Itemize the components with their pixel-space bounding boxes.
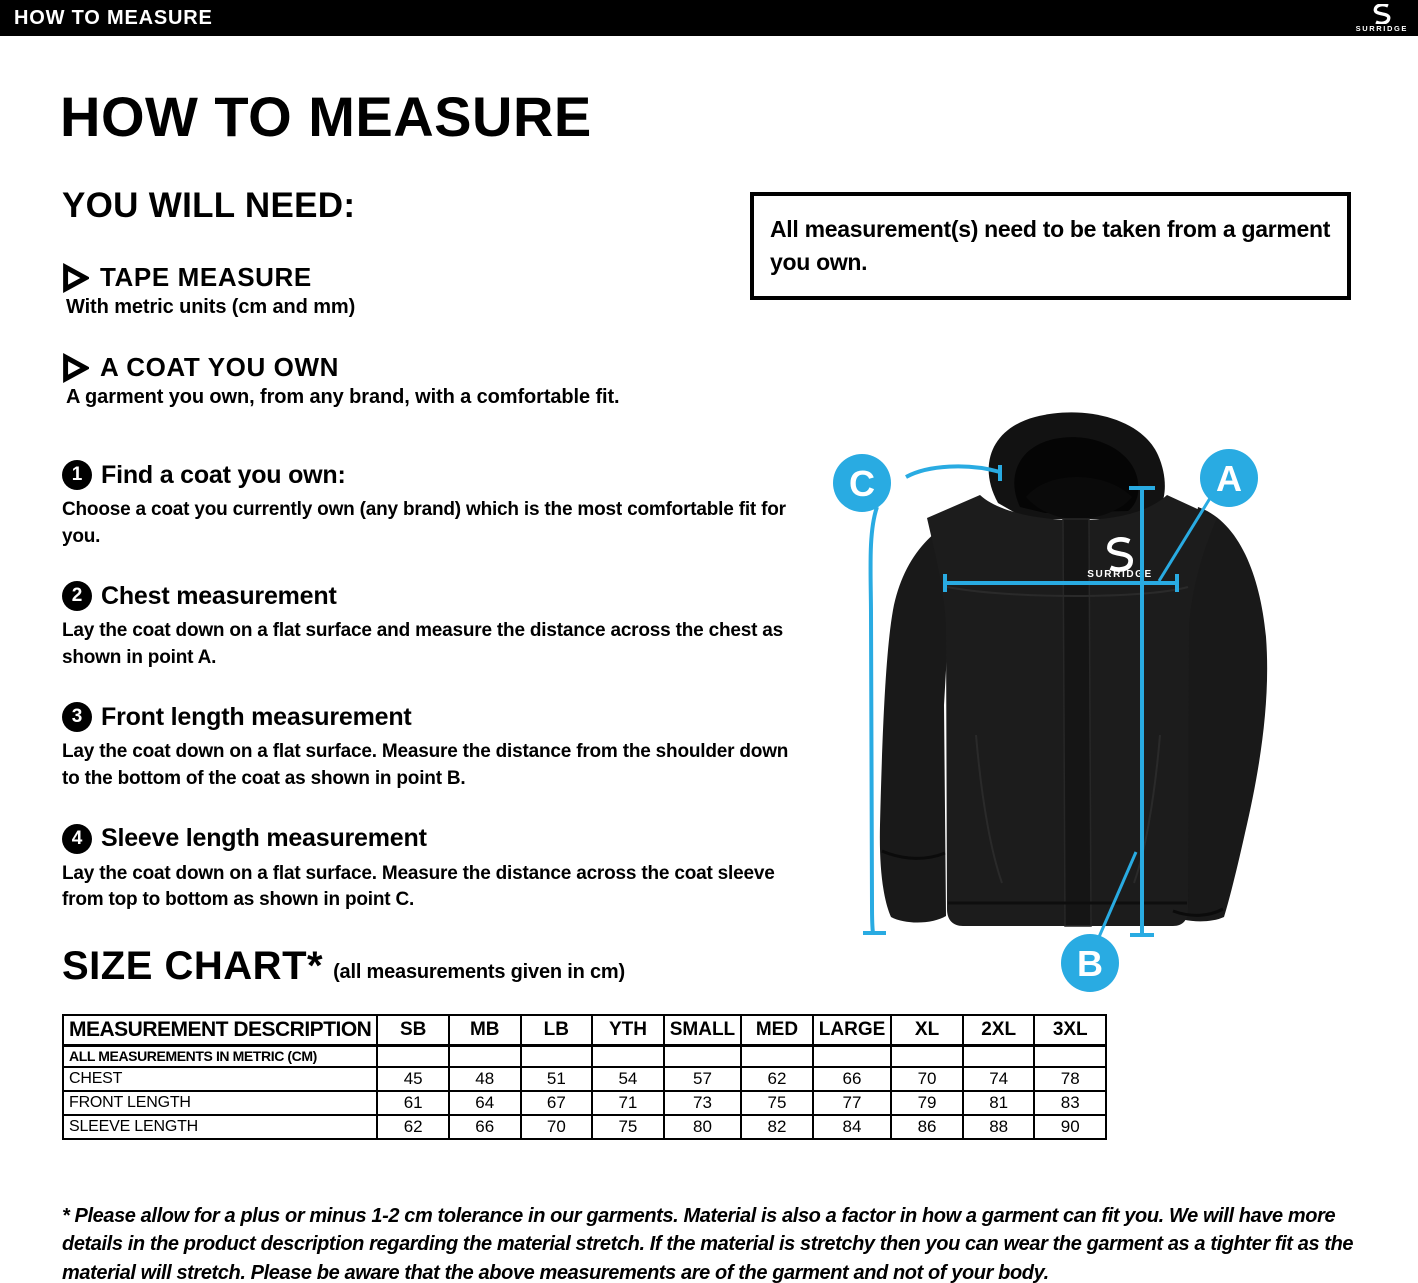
step-title: Find a coat you own: (101, 460, 346, 489)
need-item (62, 262, 742, 319)
top-bar-title: HOW TO MEASURE (14, 6, 213, 29)
measurement-value: 71 (592, 1091, 664, 1115)
need-item-header (62, 262, 742, 293)
label-a-letter: A (1216, 458, 1242, 499)
step-description: Choose a coat you currently own (any brand) which is the most comfortable fit for you. (62, 499, 786, 547)
top-bar (0, 0, 1418, 36)
measurement-value: 66 (813, 1067, 892, 1091)
step-description: Lay the coat down on a flat surface and measure the distance across the chest as shown in point A. (62, 620, 784, 668)
step-number-badge: 1 (62, 460, 92, 490)
measurement-value: 90 (1034, 1115, 1106, 1139)
measurement-value: 81 (963, 1091, 1035, 1115)
measurement-value: 88 (963, 1115, 1035, 1139)
jacket-diagram (830, 405, 1418, 1010)
step-title: Sleeve length measurement (101, 824, 427, 853)
size-chart-row (63, 1067, 1106, 1091)
sleeve-measure-curve-top (906, 466, 1000, 477)
empty-cell (521, 1045, 593, 1067)
size-column-header: MED (741, 1015, 813, 1045)
measurement-value: 70 (521, 1115, 593, 1139)
measurement-value: 48 (449, 1067, 521, 1091)
surridge-s-icon (1371, 4, 1393, 24)
metric-note-cell: ALL MEASUREMENTS IN METRIC (CM) (63, 1045, 377, 1067)
measurement-value: 77 (813, 1091, 892, 1115)
measurement-label: FRONT LENGTH (63, 1091, 377, 1115)
step-header (62, 702, 832, 732)
size-chart-section (62, 944, 1107, 1140)
surridge-logo-text: SURRIDGE (1355, 23, 1408, 33)
measuring-steps (62, 460, 832, 945)
need-item-header (62, 352, 742, 383)
need-item-label: A COAT YOU OWN (100, 352, 340, 382)
sleeve-measure-curve (871, 507, 877, 933)
measurement-value: 57 (664, 1067, 741, 1091)
label-b-letter: B (1077, 943, 1103, 984)
measurement-value: 79 (891, 1091, 963, 1115)
step-header (62, 581, 832, 611)
step-header (62, 460, 832, 490)
measurement-value: 66 (449, 1115, 521, 1139)
measurement-value: 62 (377, 1115, 449, 1139)
page-title: HOW TO MEASURE (60, 85, 592, 148)
step-description: Lay the coat down on a flat surface. Measure the distance across the coat sleeve from top to bottom as shown in point C. (62, 862, 775, 911)
step-title: Chest measurement (101, 581, 337, 610)
size-chart-table (62, 1014, 1107, 1140)
size-column-header: MEASUREMENT DESCRIPTION (63, 1015, 377, 1045)
empty-cell (592, 1045, 664, 1067)
empty-cell (664, 1045, 741, 1067)
notice-text: All measurement(s) need to be taken from a garment you own. (770, 216, 1331, 275)
size-chart-header-row (63, 1015, 1106, 1045)
size-chart-row (63, 1115, 1106, 1139)
step-title: Front length measurement (101, 702, 412, 731)
need-item-description: A garment you own, from any brand, with a comfortable fit. (66, 386, 620, 408)
measurement-value: 83 (1034, 1091, 1106, 1115)
measurement-value: 54 (592, 1067, 664, 1091)
step-item (62, 824, 832, 914)
empty-cell (1034, 1045, 1106, 1067)
empty-cell (377, 1045, 449, 1067)
jacket-logo-text: SURRIDGE (1087, 569, 1153, 580)
step-item (62, 581, 832, 671)
need-item-description: With metric units (cm and mm) (66, 296, 356, 318)
size-column-header: LARGE (813, 1015, 892, 1045)
you-will-need-section (62, 186, 742, 442)
empty-cell (449, 1045, 521, 1067)
empty-cell (891, 1045, 963, 1067)
measurement-value: 67 (521, 1091, 593, 1115)
label-c-letter: C (849, 463, 875, 504)
measurement-value: 64 (449, 1091, 521, 1115)
measurement-value: 82 (741, 1115, 813, 1139)
size-column-header: SMALL (664, 1015, 741, 1045)
notice-box (750, 192, 1351, 300)
measurement-value: 73 (664, 1091, 741, 1115)
measurement-value: 62 (741, 1067, 813, 1091)
empty-cell (813, 1045, 892, 1067)
measurement-label: CHEST (63, 1067, 377, 1091)
measurement-value: 80 (664, 1115, 741, 1139)
measurement-value: 61 (377, 1091, 449, 1115)
measurement-value: 51 (521, 1067, 593, 1091)
size-column-header: 2XL (963, 1015, 1035, 1045)
measurement-value: 75 (741, 1091, 813, 1115)
size-column-header: YTH (592, 1015, 664, 1045)
step-description: Lay the coat down on a flat surface. Measure the distance from the shoulder down to the bottom of the coat as shown in point B. (62, 741, 789, 789)
measurement-value: 74 (963, 1067, 1035, 1091)
empty-cell (741, 1045, 813, 1067)
step-item (62, 702, 832, 792)
step-header (62, 824, 832, 854)
step-number-badge: 2 (62, 581, 92, 611)
size-column-header: MB (449, 1015, 521, 1045)
size-column-header: LB (521, 1015, 593, 1045)
size-chart-row (63, 1091, 1106, 1115)
step-number-badge: 4 (62, 824, 92, 854)
size-chart-subheading: (all measurements given in cm) (333, 961, 625, 983)
arrow-icon (62, 353, 89, 383)
measurement-value: 75 (592, 1115, 664, 1139)
surridge-logo (1356, 4, 1408, 33)
jacket-diagram-svg (830, 405, 1418, 1010)
step-item (62, 460, 832, 550)
you-will-need-heading: YOU WILL NEED: (62, 186, 356, 225)
arrow-icon (62, 263, 89, 293)
size-chart-header (62, 944, 1107, 989)
size-column-header: XL (891, 1015, 963, 1045)
measurement-value: 78 (1034, 1067, 1106, 1091)
tolerance-footnote: * Please allow for a plus or minus 1-2 cm tolerance in our garments. Material is also a factor in how a garment can fit you. We will have more details in the product description regarding the material stretch. If the material is stretchy then you can wear the garment as a tighter fit as the material will stretch. Please be aware that the above measurements are of the garment and not of your body. (62, 1205, 1354, 1283)
measurement-label: SLEEVE LENGTH (63, 1115, 377, 1139)
step-number-badge: 3 (62, 702, 92, 732)
need-item-label: TAPE MEASURE (100, 262, 312, 292)
empty-cell (963, 1045, 1035, 1067)
size-column-header: 3XL (1034, 1015, 1106, 1045)
measurement-value: 45 (377, 1067, 449, 1091)
size-chart-heading: SIZE CHART* (62, 944, 324, 988)
you-will-need-list (62, 262, 742, 409)
need-item (62, 352, 742, 409)
measurement-value: 86 (891, 1115, 963, 1139)
measurement-value: 70 (891, 1067, 963, 1091)
metric-note-row (63, 1045, 1106, 1067)
measurement-value: 84 (813, 1115, 892, 1139)
size-column-header: SB (377, 1015, 449, 1045)
